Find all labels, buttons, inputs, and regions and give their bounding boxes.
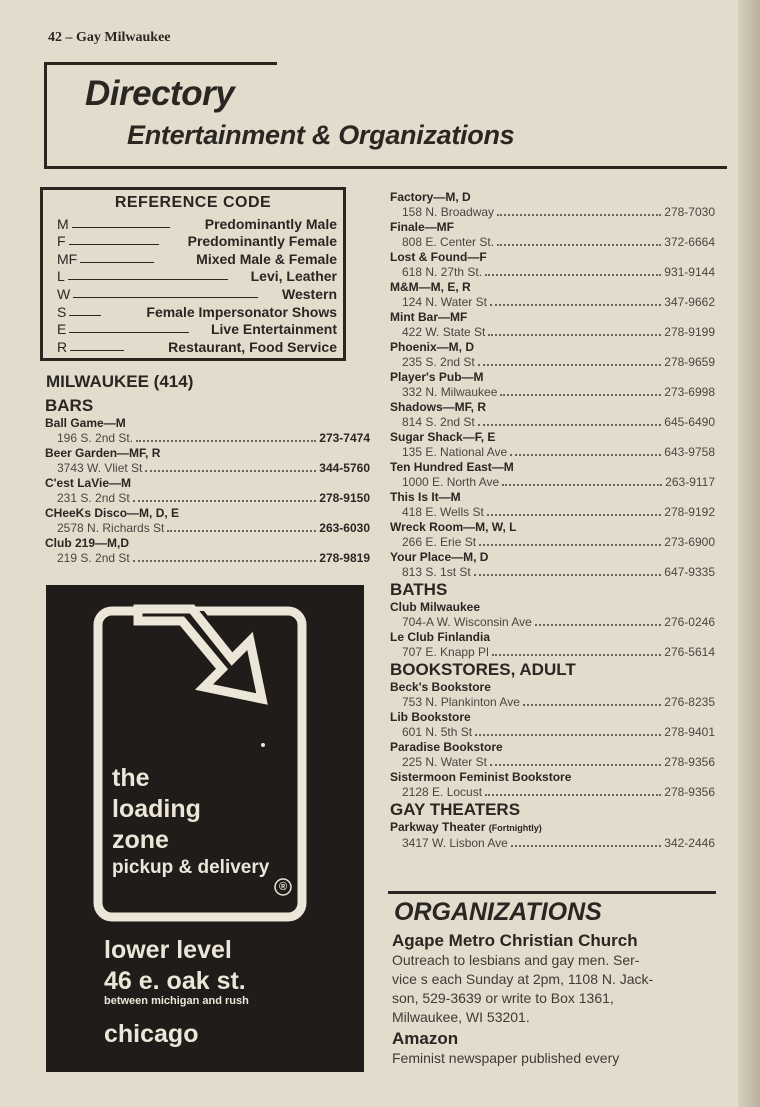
reference-code-rows xyxy=(57,214,337,355)
ad-speck xyxy=(261,743,265,747)
page-subtitle: Entertainment & Organizations xyxy=(127,120,515,150)
entry-name: Mint Bar—MF xyxy=(390,310,468,324)
entry-name: Club Milwaukee xyxy=(390,600,481,614)
entry-name: Lib Bookstore xyxy=(390,710,471,724)
entry-address-row xyxy=(45,551,370,566)
dot-leader xyxy=(133,491,317,502)
entry-address-row xyxy=(390,645,715,660)
ref-line xyxy=(68,279,228,280)
dot-leader xyxy=(523,695,661,706)
ad-line-pickup: pickup & delivery xyxy=(112,857,270,878)
entry-address: 235 S. 2nd St xyxy=(402,355,475,369)
ad-address: 46 e. oak st. xyxy=(104,967,246,995)
entry-address: 704-A W. Wisconsin Ave xyxy=(402,615,532,629)
entry-name: Lost & Found—F xyxy=(390,250,487,264)
list-item xyxy=(390,280,715,310)
entry-name: M&M—M, E, R xyxy=(390,280,471,294)
entry-name: Paradise Bookstore xyxy=(390,740,503,754)
entry-phone: 263-9117 xyxy=(665,475,715,489)
bars-list-left xyxy=(45,396,370,566)
city-heading: MILWAUKEE (414) xyxy=(46,372,194,391)
ref-line xyxy=(69,244,159,245)
entry-phone: 278-9819 xyxy=(319,551,370,565)
organization-desc-line: vice s each Sunday at 2pm, 1108 N. Jack- xyxy=(392,971,654,987)
loading-zone-advertisement xyxy=(46,585,364,1072)
entry-name: Phoenix—M, D xyxy=(390,340,475,354)
entry-address-row xyxy=(390,265,715,280)
reference-code-row xyxy=(57,320,337,338)
list-item xyxy=(45,416,370,446)
entry-address: 2128 E. Locust xyxy=(402,785,483,799)
entry-address-row xyxy=(390,755,715,770)
dot-leader xyxy=(133,551,317,562)
entry-address: 2578 N. Richards St xyxy=(57,521,165,535)
entry-address: 196 S. 2nd St. xyxy=(57,431,134,445)
entry-phone: 278-9192 xyxy=(664,505,715,519)
entry-name: Wreck Room—M, W, L xyxy=(390,520,517,534)
dot-leader xyxy=(485,265,661,276)
list-item xyxy=(390,520,715,550)
entry-name: Ten Hundred East—M xyxy=(390,460,514,474)
entry-address: 266 E. Erie St xyxy=(402,535,477,549)
list-item xyxy=(45,536,370,566)
entry-name: Sugar Shack—F, E xyxy=(390,430,496,444)
entry-name: Player's Pub—M xyxy=(390,370,484,384)
dot-leader xyxy=(492,645,662,656)
entry-address-row xyxy=(390,836,715,851)
entry-name: CHeeKs Disco—M, D, E xyxy=(45,506,180,520)
dot-leader xyxy=(145,461,316,472)
entry-name: Beer Garden—MF, R xyxy=(45,446,161,460)
entry-name: Beck's Bookstore xyxy=(390,680,491,694)
entry-address-row xyxy=(45,521,370,536)
directory-list-right xyxy=(390,190,715,851)
dot-leader xyxy=(479,535,661,546)
entry-address: 1000 E. North Ave xyxy=(402,475,500,489)
entry-phone: 647-9335 xyxy=(664,565,715,579)
list-item xyxy=(390,490,715,520)
list-item xyxy=(390,430,715,460)
list-item xyxy=(390,220,715,250)
entry-phone: 643-9758 xyxy=(664,445,715,459)
list-item xyxy=(390,400,715,430)
entry-address-row xyxy=(390,355,715,370)
ref-line xyxy=(72,227,170,228)
dot-leader xyxy=(487,505,661,516)
dot-leader xyxy=(490,755,661,766)
ad-line-the: the xyxy=(112,764,150,792)
list-item xyxy=(390,250,715,280)
reference-code-row xyxy=(57,267,337,285)
entry-address-row xyxy=(390,565,715,580)
list-item xyxy=(390,680,715,710)
list-item xyxy=(390,770,715,800)
entry-phone: 263-6030 xyxy=(319,521,370,535)
dot-leader xyxy=(478,415,662,426)
dot-leader xyxy=(167,521,316,532)
ref-code: W xyxy=(57,285,71,302)
organization-name: Agape Metro Christian Church xyxy=(392,931,638,950)
ref-desc: Restaurant, Food Service xyxy=(168,338,337,355)
organization-name: Amazon xyxy=(392,1029,459,1048)
list-item xyxy=(45,446,370,476)
entry-name: Ball Game—M xyxy=(45,416,126,430)
ref-line xyxy=(69,332,189,333)
entry-address: 618 N. 27th St. xyxy=(402,265,483,279)
ad-between: between michigan and rush xyxy=(104,995,249,1007)
entry-address-row xyxy=(390,415,715,430)
reference-code-row xyxy=(57,214,337,232)
entry-address: 753 N. Plankinton Ave xyxy=(402,695,520,709)
entry-phone: 372-6664 xyxy=(664,235,715,249)
ref-code: F xyxy=(57,233,66,250)
entry-name: Le Club Finlandia xyxy=(390,630,491,644)
dot-leader xyxy=(478,355,662,366)
list-item xyxy=(390,710,715,740)
entry-phone: 278-7030 xyxy=(664,205,715,219)
entry-address: 231 S. 2nd St xyxy=(57,491,130,505)
list-item xyxy=(390,820,715,851)
page-edge xyxy=(738,0,760,1107)
entry-phone: 276-0246 xyxy=(664,615,715,629)
entry-name: This Is It—M xyxy=(390,490,461,504)
entry-address: 418 E. Wells St xyxy=(402,505,484,519)
entry-phone: 276-8235 xyxy=(664,695,715,709)
page-title: Directory xyxy=(85,74,235,113)
list-item xyxy=(390,370,715,400)
ref-code: L xyxy=(57,268,65,285)
entry-address-row xyxy=(390,325,715,340)
entry-address-row xyxy=(390,615,715,630)
dot-leader xyxy=(488,325,661,336)
ad-city: chicago xyxy=(104,1020,199,1048)
entry-phone: 276-5614 xyxy=(664,645,715,659)
entry-address-row xyxy=(390,535,715,550)
entry-address-row xyxy=(390,385,715,400)
entry-name: Factory—M, D xyxy=(390,190,471,204)
list-item xyxy=(390,460,715,490)
entry-name-row xyxy=(390,820,715,836)
entry-phone: 278-9356 xyxy=(664,755,715,769)
organization-entry xyxy=(392,931,718,1027)
entry-address: 219 S. 2nd St xyxy=(57,551,130,565)
ad-line-loading: loading xyxy=(112,795,201,823)
entry-address-row xyxy=(390,785,715,800)
ref-desc: Live Entertainment xyxy=(210,321,337,338)
category-heading-bookstores: BOOKSTORES, ADULT xyxy=(390,660,576,679)
dot-leader xyxy=(497,205,661,216)
list-item xyxy=(390,190,715,220)
organization-desc-line: Feminist newspaper published every xyxy=(392,1050,620,1066)
entry-address: 3417 W. Lisbon Ave xyxy=(402,836,508,850)
reference-code-row xyxy=(57,232,337,250)
organizations-divider xyxy=(388,891,716,894)
organization-desc-line: Outreach to lesbians and gay men. Ser- xyxy=(392,952,640,968)
ref-desc: Levi, Leather xyxy=(250,268,337,285)
ad-level: lower level xyxy=(104,936,232,964)
entry-name: Finale—MF xyxy=(390,220,455,234)
list-item xyxy=(45,506,370,536)
entry-address: 225 N. Water St xyxy=(402,755,487,769)
list-item xyxy=(390,740,715,770)
reference-code-row xyxy=(57,337,337,355)
ref-code: S xyxy=(57,303,67,320)
list-item xyxy=(390,340,715,370)
entry-name: C'est LaVie—M xyxy=(45,476,131,490)
entry-phone: 278-9356 xyxy=(664,785,715,799)
ref-desc: Mixed Male & Female xyxy=(196,250,337,267)
entry-address: 813 S. 1st St xyxy=(402,565,471,579)
entry-address-row xyxy=(390,445,715,460)
entry-address: 422 W. State St xyxy=(402,325,486,339)
entry-phone: 347-9662 xyxy=(664,295,715,309)
entry-address-row xyxy=(390,725,715,740)
ad-registered: ® xyxy=(279,881,288,893)
entry-phone: 273-6998 xyxy=(664,385,715,399)
dot-leader xyxy=(510,445,661,456)
ref-code: R xyxy=(57,338,68,355)
entry-phone: 931-9144 xyxy=(664,265,715,279)
organizations-heading: ORGANIZATIONS xyxy=(394,898,602,926)
dot-leader xyxy=(511,836,661,847)
ref-line xyxy=(70,350,124,351)
entry-phone: 273-7474 xyxy=(319,431,370,445)
entry-address: 332 N. Milwaukee xyxy=(402,385,498,399)
dot-leader xyxy=(474,565,662,576)
entry-address-row xyxy=(390,505,715,520)
ref-line xyxy=(80,262,154,263)
ad-line-zone: zone xyxy=(112,826,169,854)
list-item xyxy=(390,550,715,580)
dot-leader xyxy=(535,615,661,626)
reference-code-box xyxy=(40,187,346,361)
entry-phone: 273-6900 xyxy=(664,535,715,549)
ref-line xyxy=(69,315,101,316)
entry-phone: 344-5760 xyxy=(319,461,370,475)
entry-address: 808 E. Center St. xyxy=(402,235,495,249)
list-item xyxy=(390,600,715,630)
organization-entry xyxy=(392,1029,718,1068)
entry-name: Sistermoon Feminist Bookstore xyxy=(390,770,572,784)
category-heading-baths: BATHS xyxy=(390,580,448,599)
entry-phone: 278-9199 xyxy=(664,325,715,339)
dot-leader xyxy=(475,725,661,736)
entry-address: 3743 W. Vliet St xyxy=(57,461,143,475)
organization-desc-line: son, 529-3639 or write to Box 1361, xyxy=(392,990,614,1006)
dot-leader xyxy=(502,475,662,486)
entry-address-row xyxy=(390,235,715,250)
entry-address-row xyxy=(390,295,715,310)
dot-leader xyxy=(490,295,661,306)
reference-code-title: REFERENCE CODE xyxy=(114,194,272,211)
ref-line xyxy=(73,297,258,298)
entry-address: 601 N. 5th St xyxy=(402,725,473,739)
entry-address: 135 E. National Ave xyxy=(402,445,508,459)
entry-phone: 278-9150 xyxy=(319,491,370,505)
ref-desc: Female Impersonator Shows xyxy=(146,303,337,320)
title-box xyxy=(44,62,727,169)
entry-address-row xyxy=(390,695,715,710)
entry-note: (Fortnightly) xyxy=(488,823,542,833)
dot-leader xyxy=(497,235,661,246)
category-heading-theaters: GAY THEATERS xyxy=(390,800,521,819)
entry-address: 158 N. Broadway xyxy=(402,205,495,219)
entry-address-row xyxy=(45,431,370,446)
reference-code-row xyxy=(57,249,337,267)
dot-leader xyxy=(500,385,661,396)
entry-address-row xyxy=(45,491,370,506)
ref-desc: Western xyxy=(282,285,337,302)
dot-leader xyxy=(485,785,661,796)
entry-address: 707 E. Knapp Pl xyxy=(402,645,489,659)
ref-code: MF xyxy=(57,250,78,267)
ref-desc: Predominantly Female xyxy=(187,233,337,250)
page-header: 42 – Gay Milwaukee xyxy=(48,30,171,45)
entry-address: 814 S. 2nd St xyxy=(402,415,475,429)
entry-phone: 645-6490 xyxy=(664,415,715,429)
entry-phone: 342-2446 xyxy=(664,836,715,850)
entry-phone: 278-9659 xyxy=(664,355,715,369)
entry-name: Parkway Theater xyxy=(390,820,486,834)
entry-name: Your Place—M, D xyxy=(390,550,489,564)
title-box-top-rule xyxy=(47,62,277,65)
entry-address-row xyxy=(390,475,715,490)
list-item xyxy=(45,476,370,506)
reference-code-row xyxy=(57,284,337,302)
reference-code-row xyxy=(57,302,337,320)
ref-code: M xyxy=(57,215,69,232)
entry-address-row xyxy=(45,461,370,476)
entry-name: Shadows—MF, R xyxy=(390,400,487,414)
entry-address-row xyxy=(390,205,715,220)
dot-leader xyxy=(136,431,316,442)
organization-desc-line: Milwaukee, WI 53201. xyxy=(392,1009,530,1025)
ref-desc: Predominantly Male xyxy=(204,215,337,232)
list-item xyxy=(390,630,715,660)
list-item xyxy=(390,310,715,340)
entry-address: 124 N. Water St xyxy=(402,295,487,309)
category-heading-bars: BARS xyxy=(45,396,94,415)
entry-phone: 278-9401 xyxy=(664,725,715,739)
entry-name: Club 219—M,D xyxy=(45,536,130,550)
ref-code: E xyxy=(57,321,67,338)
